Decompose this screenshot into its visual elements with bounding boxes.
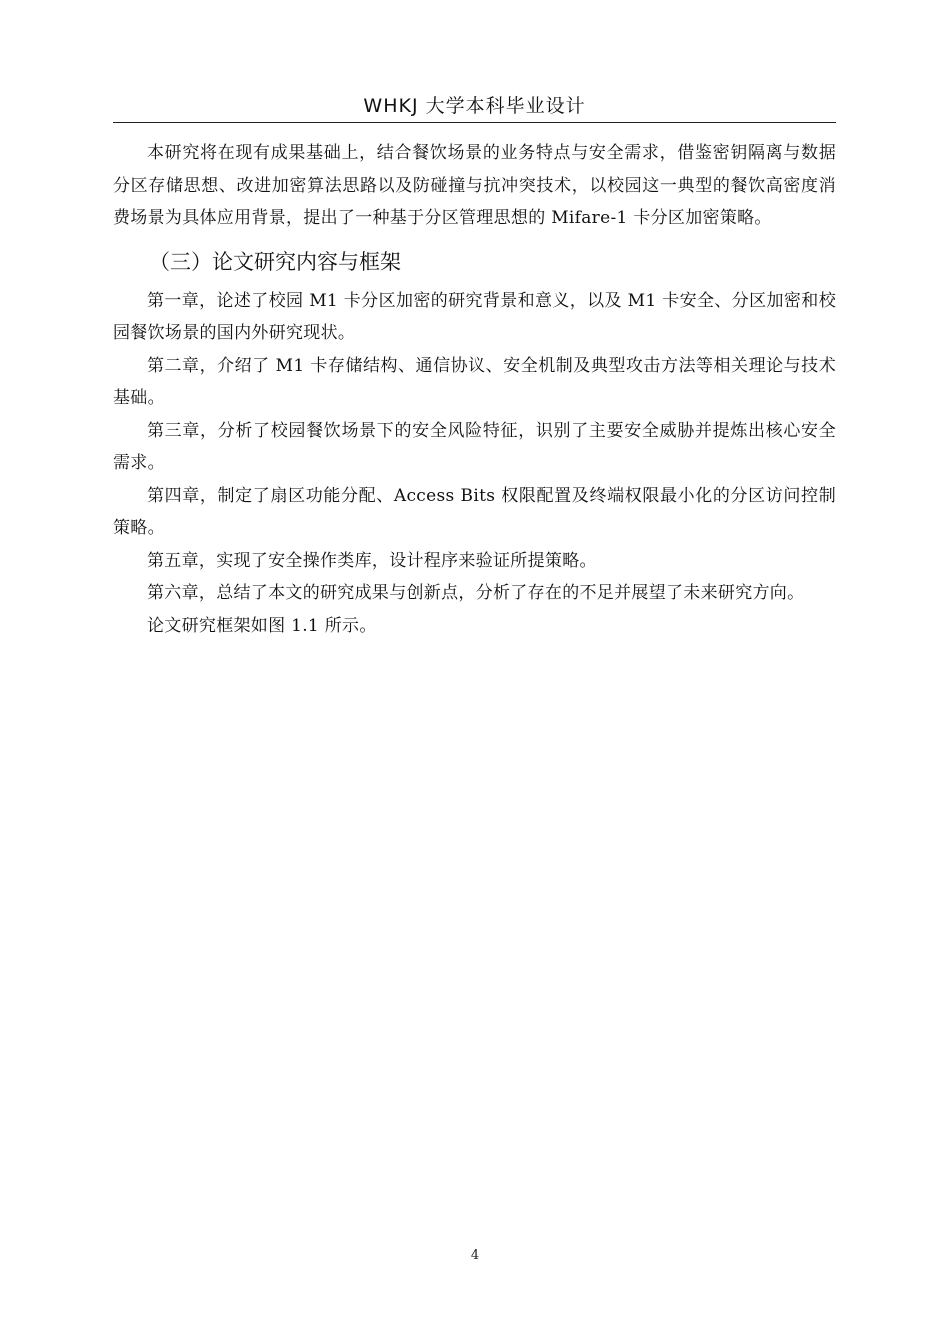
section-heading: （三）论文研究内容与框架 xyxy=(149,249,401,274)
page-body xyxy=(113,137,836,642)
intro-paragraph: 本研究将在现有成果基础上，结合餐饮场景的业务特点与安全需求，借鉴密钥隔离与数据分区存储思想、改进加密算法思路以及防碰撞与抗冲突技术，以校园这一典型的餐饮高密度消费场景为具体应用背景，提出了一种基于分区管理思想的 Mifare-1 卡分区加密策略。 xyxy=(113,143,836,228)
page-number: 4 xyxy=(470,1248,480,1263)
framework-reference-paragraph: 论文研究框架如图 1.1 所示。 xyxy=(147,615,377,636)
chapter-1-paragraph: 第一章，论述了校园 M1 卡分区加密的研究背景和意义，以及 M1 卡安全、分区加密和校园餐饮场景的国内外研究现状。 xyxy=(113,290,836,343)
header-title: WHKJ 大学本科毕业设计 xyxy=(363,95,586,117)
chapter-6-paragraph: 第六章，总结了本文的研究成果与创新点，分析了存在的不足并展望了未来研究方向。 xyxy=(147,583,805,603)
chapter-4-paragraph: 第四章，制定了扇区功能分配、Access Bits 权限配置及终端权限最小化的分区访问控制策略。 xyxy=(113,485,836,538)
chapter-2-paragraph: 第二章，介绍了 M1 卡存储结构、通信协议、安全机制及典型攻击方法等相关理论与技术基础。 xyxy=(113,355,836,408)
page-header xyxy=(113,92,836,123)
chapter-5-paragraph: 第五章，实现了安全操作类库，设计程序来验证所提策略。 xyxy=(147,550,597,571)
chapter-3-paragraph: 第三章，分析了校园餐饮场景下的安全风险特征，识别了主要安全威胁并提炼出核心安全需求。 xyxy=(113,420,836,473)
